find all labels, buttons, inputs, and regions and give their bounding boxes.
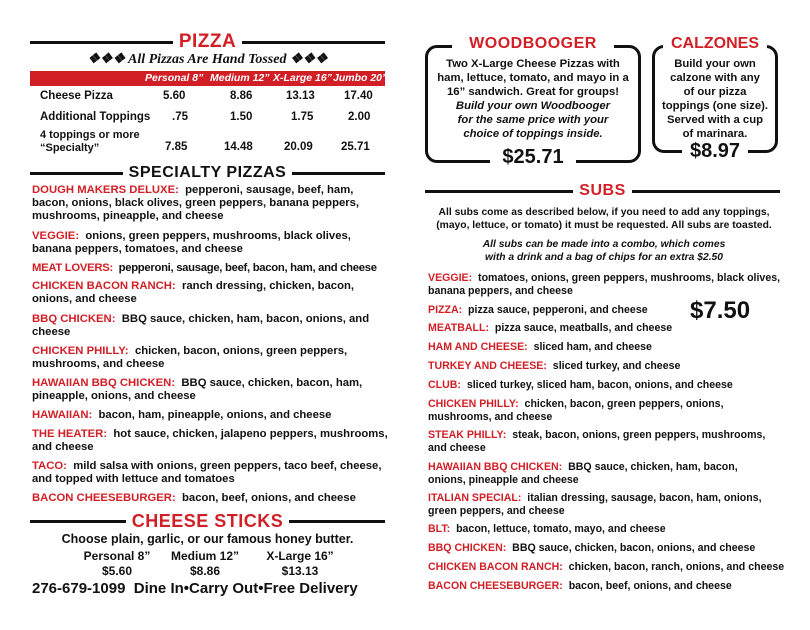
item-name: HAWAIIAN: bbox=[32, 409, 93, 421]
subs-combo-note bbox=[425, 238, 783, 264]
item-name: VEGGIE: bbox=[32, 230, 80, 242]
item-name: TACO: bbox=[32, 460, 67, 472]
col-medium: Medium 12” bbox=[210, 72, 270, 84]
item-name: BBQ CHICKEN: bbox=[32, 313, 116, 325]
item-name: MEATBALL: bbox=[428, 322, 489, 334]
list-item bbox=[32, 184, 392, 223]
desc-line: Two X-Large Cheese Pizzas with bbox=[446, 58, 620, 70]
list-item bbox=[428, 542, 793, 555]
list-item bbox=[32, 280, 392, 306]
cheese-size-xlarge bbox=[261, 549, 339, 579]
item-desc: italian dressing, sausage, bacon, ham, onions, green peppers, and cheese bbox=[428, 492, 762, 517]
list-item bbox=[32, 460, 392, 486]
item-name: TURKEY AND CHEESE: bbox=[428, 360, 547, 372]
list-item bbox=[428, 461, 768, 487]
list-item bbox=[32, 262, 397, 275]
item-desc: BBQ sauce, chicken, bacon, onions, and cheese bbox=[512, 542, 756, 554]
cheese-sticks-title: CHEESE STICKS bbox=[131, 510, 284, 531]
pizza-title: PIZZA bbox=[178, 31, 237, 52]
item-desc: pizza sauce, meatballs, and cheese bbox=[494, 322, 673, 334]
desc-line: ham, lettuce, tomato, and mayo in a bbox=[437, 72, 629, 84]
item-desc: onions, green peppers, mushrooms, black olives, banana peppers, tomatoes, and cheese bbox=[32, 230, 351, 255]
calzones-desc bbox=[655, 57, 775, 141]
row-label: Additional Toppings bbox=[40, 111, 151, 123]
row-label bbox=[40, 129, 140, 155]
list-item bbox=[428, 523, 783, 536]
item-desc: ranch dressing, chicken, bacon, onions, and cheese bbox=[32, 280, 355, 305]
item-name: VEGGIE: bbox=[428, 272, 473, 284]
calzones-title: CALZONES bbox=[663, 35, 767, 57]
item-desc: BBQ sauce, chicken, ham, bacon, onions, and cheese bbox=[32, 313, 370, 338]
note-line: with a drink and a bag of chips for an extra $2.50 bbox=[484, 252, 724, 263]
footer bbox=[32, 580, 358, 597]
desc-line: Build your own bbox=[674, 58, 756, 70]
item-desc: hot sauce, chicken, jalapeno peppers, mushrooms, and cheese bbox=[32, 428, 388, 453]
price-cell: 2.00 bbox=[348, 111, 371, 123]
list-item bbox=[428, 379, 783, 392]
item-name: ITALIAN SPECIAL: bbox=[428, 492, 522, 504]
item-name: MEAT LOVERS: bbox=[32, 262, 113, 274]
list-item bbox=[428, 272, 783, 298]
pizza-header bbox=[30, 32, 385, 52]
list-item bbox=[32, 409, 392, 422]
phone-number[interactable]: 276-679-1099 bbox=[32, 580, 126, 597]
services-text: Dine In•Carry Out•Free Delivery bbox=[133, 580, 358, 597]
cheese-sticks-header bbox=[30, 510, 385, 532]
list-item bbox=[428, 492, 783, 518]
item-name: THE HEATER: bbox=[32, 428, 108, 440]
item-desc: mild salsa with onions, green peppers, taco beef, cheese, and topped with lettuce and tomatoes bbox=[32, 460, 382, 485]
item-desc: pepperoni, sausage, beef, bacon, ham, and cheese bbox=[118, 262, 377, 274]
list-item bbox=[32, 428, 392, 454]
pizza-subtitle: ❖❖❖ All Pizzas Are Hand Tossed ❖❖❖ bbox=[87, 52, 328, 67]
item-desc: steak, bacon, onions, green peppers, mushrooms, and cheese bbox=[428, 429, 766, 454]
list-item bbox=[428, 304, 688, 317]
row-label: Cheese Pizza bbox=[40, 90, 113, 102]
item-name: DOUGH MAKERS DELUXE: bbox=[32, 184, 179, 196]
cheese-size-personal bbox=[82, 549, 152, 579]
item-desc: bacon, lettuce, tomato, mayo, and cheese bbox=[456, 523, 666, 535]
price-cell: .75 bbox=[172, 111, 188, 123]
item-name: BBQ CHICKEN: bbox=[428, 542, 507, 554]
cheese-size-medium bbox=[170, 549, 240, 579]
subs-title: SUBS bbox=[579, 182, 626, 199]
item-name: CHICKEN BACON RANCH: bbox=[428, 561, 563, 573]
list-item bbox=[428, 580, 793, 593]
item-desc: pizza sauce, pepperoni, and cheese bbox=[468, 304, 648, 316]
item-name: BLT: bbox=[428, 523, 451, 535]
item-desc: sliced ham, and cheese bbox=[533, 341, 652, 353]
woodbooger-desc bbox=[428, 57, 638, 141]
price-cell: 8.86 bbox=[230, 90, 253, 102]
size-label: Personal 8” bbox=[83, 549, 151, 563]
item-name: PIZZA: bbox=[428, 304, 463, 316]
size-label: Medium 12” bbox=[170, 549, 239, 563]
list-item bbox=[32, 492, 402, 505]
price-cell: 7.85 bbox=[165, 141, 188, 153]
price-cell: 1.50 bbox=[230, 111, 253, 123]
item-desc: bacon, beef, onions, and cheese bbox=[568, 580, 732, 592]
col-xlarge: X-Large 16” bbox=[273, 72, 332, 84]
item-desc: pepperoni, sausage, beef, ham, bacon, onions, black olives, green peppers, banana peppers, mushrooms, pineapple, and cheese bbox=[32, 184, 360, 222]
desc-line: choice of toppings inside. bbox=[463, 128, 603, 140]
row-label-line1: 4 toppings or more bbox=[40, 129, 140, 141]
note-line: All subs come as described below, if you need to add any toppings, bbox=[438, 207, 770, 218]
item-name: HAWAIIAN BBQ CHICKEN: bbox=[32, 377, 176, 389]
list-item bbox=[428, 398, 768, 424]
col-jumbo: Jumbo 20” bbox=[333, 72, 388, 84]
price-cell: 20.09 bbox=[284, 141, 313, 153]
specialty-title: SPECIALTY PIZZAS bbox=[128, 164, 287, 181]
item-desc: sliced turkey, and cheese bbox=[552, 360, 681, 372]
woodbooger-title: WOODBOOGER bbox=[452, 35, 614, 57]
item-name: STEAK PHILLY: bbox=[428, 429, 507, 441]
specialty-header bbox=[30, 163, 385, 183]
list-item bbox=[32, 230, 392, 256]
item-desc: BBQ sauce, chicken, bacon, ham, pineapple, onions, and cheese bbox=[32, 377, 363, 402]
note-line: (mayo, lettuce, or tomato) it must be requested. All subs are toasted. bbox=[436, 220, 772, 231]
subs-note bbox=[425, 206, 783, 232]
desc-line: of our pizza bbox=[683, 86, 747, 98]
size-price: $8.86 bbox=[189, 564, 221, 578]
calzones-price: $8.97 bbox=[682, 140, 748, 163]
row-label-line2: “Specialty” bbox=[40, 142, 100, 154]
item-name: CHICKEN BACON RANCH: bbox=[32, 280, 176, 292]
price-cell: 13.13 bbox=[286, 90, 315, 102]
item-desc: chicken, bacon, ranch, onions, and cheese bbox=[568, 561, 785, 573]
list-item bbox=[428, 322, 688, 335]
price-cell: 17.40 bbox=[344, 90, 373, 102]
item-desc: sliced turkey, sliced ham, bacon, onions, and cheese bbox=[466, 379, 733, 391]
col-personal: Personal 8” bbox=[145, 72, 204, 84]
price-cell: 1.75 bbox=[291, 111, 314, 123]
item-desc: chicken, bacon, green peppers, onions, mushrooms, and cheese bbox=[428, 398, 724, 423]
price-cell: 25.71 bbox=[341, 141, 370, 153]
desc-line: of marinara. bbox=[682, 128, 748, 140]
desc-line: Served with a cup bbox=[666, 114, 764, 126]
list-item bbox=[428, 341, 783, 354]
woodbooger-price: $25.71 bbox=[490, 146, 576, 169]
desc-line: calzone with any bbox=[670, 72, 760, 84]
list-item bbox=[428, 561, 798, 574]
subs-price: $7.50 bbox=[690, 297, 751, 324]
item-name: CHICKEN PHILLY: bbox=[32, 345, 129, 357]
desc-line: 16” sandwich. Great for groups! bbox=[447, 86, 619, 98]
price-cell: 14.48 bbox=[224, 141, 253, 153]
item-desc: BBQ sauce, chicken, ham, bacon, onions, pineapple and cheese bbox=[428, 461, 738, 486]
cheese-sticks-desc: Choose plain, garlic, or our famous honey butter. bbox=[61, 532, 354, 546]
item-desc: bacon, ham, pineapple, onions, and cheese bbox=[98, 409, 332, 421]
subs-header bbox=[425, 181, 780, 201]
list-item bbox=[32, 377, 392, 403]
price-cell: 5.60 bbox=[163, 90, 186, 102]
item-name: HAM AND CHEESE: bbox=[428, 341, 528, 353]
list-item bbox=[428, 360, 783, 373]
list-item bbox=[32, 313, 392, 339]
item-name: CLUB: bbox=[428, 379, 461, 391]
size-label: X-Large 16” bbox=[266, 549, 334, 563]
list-item bbox=[428, 429, 783, 455]
desc-line: for the same price with your bbox=[457, 114, 609, 126]
desc-line: Build your own Woodbooger bbox=[455, 100, 611, 112]
item-name: BACON CHEESEBURGER: bbox=[428, 580, 563, 592]
item-desc: tomatoes, onions, green peppers, mushrooms, black olives, banana peppers, and cheese bbox=[428, 272, 781, 297]
list-item bbox=[32, 345, 392, 371]
item-desc: bacon, beef, onions, and cheese bbox=[182, 492, 356, 504]
item-name: BACON CHEESEBURGER: bbox=[32, 492, 176, 504]
desc-line: toppings (one size). bbox=[661, 100, 769, 112]
note-line: All subs can be made into a combo, which comes bbox=[482, 239, 726, 250]
item-name: HAWAIIAN BBQ CHICKEN: bbox=[428, 461, 563, 473]
size-price: $5.60 bbox=[101, 564, 133, 578]
item-name: CHICKEN PHILLY: bbox=[428, 398, 519, 410]
item-desc: chicken, bacon, onions, green peppers, mushrooms, and cheese bbox=[32, 345, 348, 370]
size-price: $13.13 bbox=[281, 564, 319, 578]
